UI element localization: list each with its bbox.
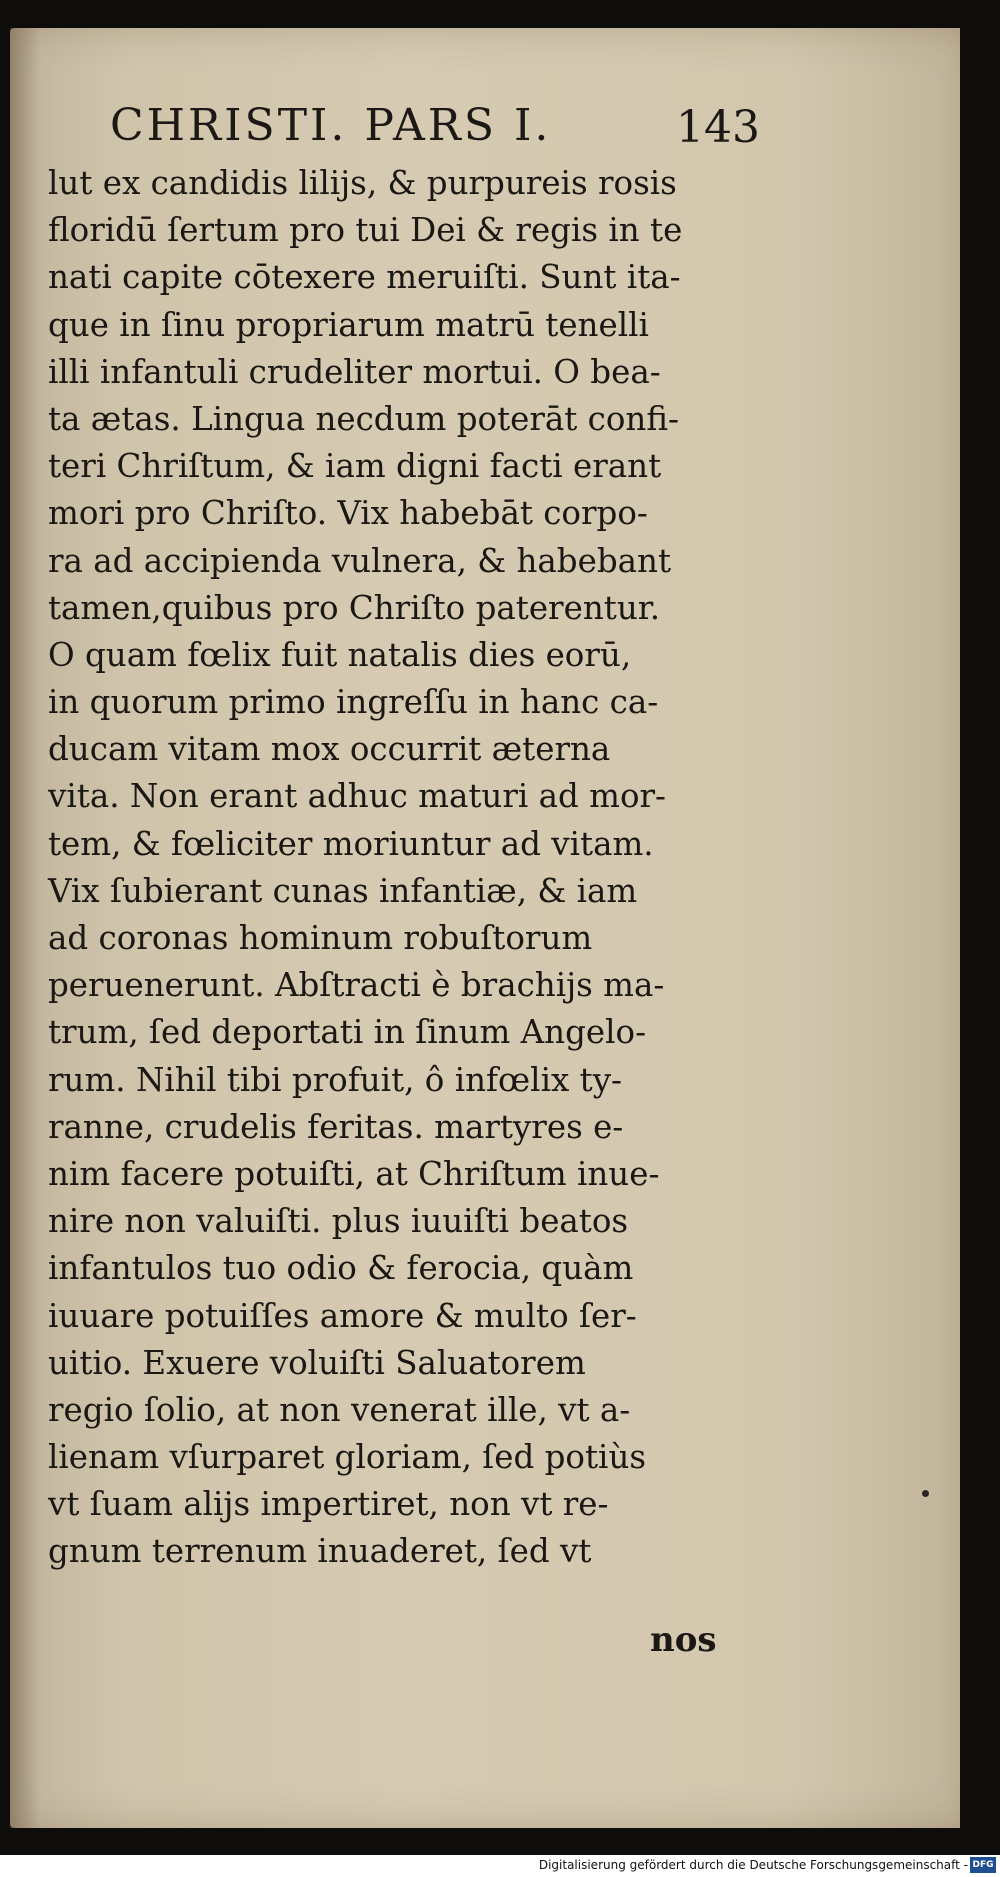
text-line: ra ad accipienda vulnera, & habebant — [48, 541, 672, 580]
dfg-logo: DFG — [970, 1857, 996, 1873]
text-line: ducam vitam mox occurrit æterna — [48, 730, 611, 769]
text-line: vt ſuam alijs impertiret, non vt re- — [48, 1485, 609, 1524]
text-line: illi infantuli crudeliter mortui. O bea- — [48, 352, 661, 391]
text-line: uitio. Exuere voluiſti Saluatorem — [48, 1343, 586, 1382]
funding-credit: Digitalisierung gefördert durch die Deutsche Forschungsgemeinschaft - — [538, 1858, 968, 1872]
text-line: tem, & fœliciter moriuntur ad vitam. — [48, 824, 654, 863]
text-line: vita. Non erant adhuc maturi ad mor- — [48, 777, 667, 816]
text-line: infantulos tuo odio & ferocia, quàm — [48, 1249, 634, 1288]
text-line: lut ex candidis lilijs, & purpureis rosis — [48, 164, 677, 202]
text-line: in quorum primo ingreſſu in hanc ca- — [48, 683, 659, 722]
running-head: CHRISTI. PARS I. — [110, 100, 552, 151]
text-line: gnum terrenum inuaderet, ſed vt — [48, 1532, 592, 1571]
right-margin-dark — [960, 20, 1000, 1830]
text-line: Vix ſubierant cunas infantiæ, & iam — [48, 871, 638, 910]
text-line: ta ætas. Lingua necdum poterāt confi- — [48, 399, 680, 438]
gutter-shadow — [10, 28, 40, 1828]
ink-spot — [922, 1490, 929, 1497]
text-line: tamen,quibus pro Chriſto paterentur. — [48, 588, 661, 627]
page-number: 143 — [676, 102, 760, 153]
text-line: peruenerunt. Abſtracti è brachijs ma- — [48, 966, 665, 1005]
text-line: trum, ſed deportati in ſinum Angelo- — [48, 1013, 647, 1052]
text-line: floridū ſertum pro tui Dei & regis in te — [48, 211, 683, 250]
text-line: regio ſolio, at non venerat ille, vt a- — [48, 1390, 631, 1429]
text-line: O quam fœlix fuit natalis dies eorū, — [48, 635, 632, 674]
text-line: nati capite cōtexere meruiſti. Sunt ita- — [48, 258, 681, 297]
text-line: teri Chriſtum, & iam digni facti erant — [48, 447, 662, 486]
catchword: nos — [650, 1620, 717, 1660]
body-text — [48, 160, 748, 1576]
text-line: rum. Nihil tibi profuit, ô infœlix ty- — [48, 1060, 623, 1099]
text-line: que in ſinu propriarum matrū tenelli — [48, 305, 649, 344]
text-line: ranne, crudelis feritas. martyres e- — [48, 1107, 624, 1146]
text-line: mori pro Chriſto. Vix habebāt corpo- — [48, 494, 648, 533]
text-line: lienam vſurparet gloriam, ſed potiùs — [48, 1438, 647, 1477]
text-line: iuuare potuiſſes amore & multo ſer- — [48, 1296, 637, 1335]
text-line: ad coronas hominum robuſtorum — [48, 919, 593, 957]
text-line: nire non valuiſti. plus iuuiſti beatos — [48, 1202, 629, 1241]
text-line: nim facere potuiſti, at Chriſtum inue- — [48, 1154, 660, 1193]
